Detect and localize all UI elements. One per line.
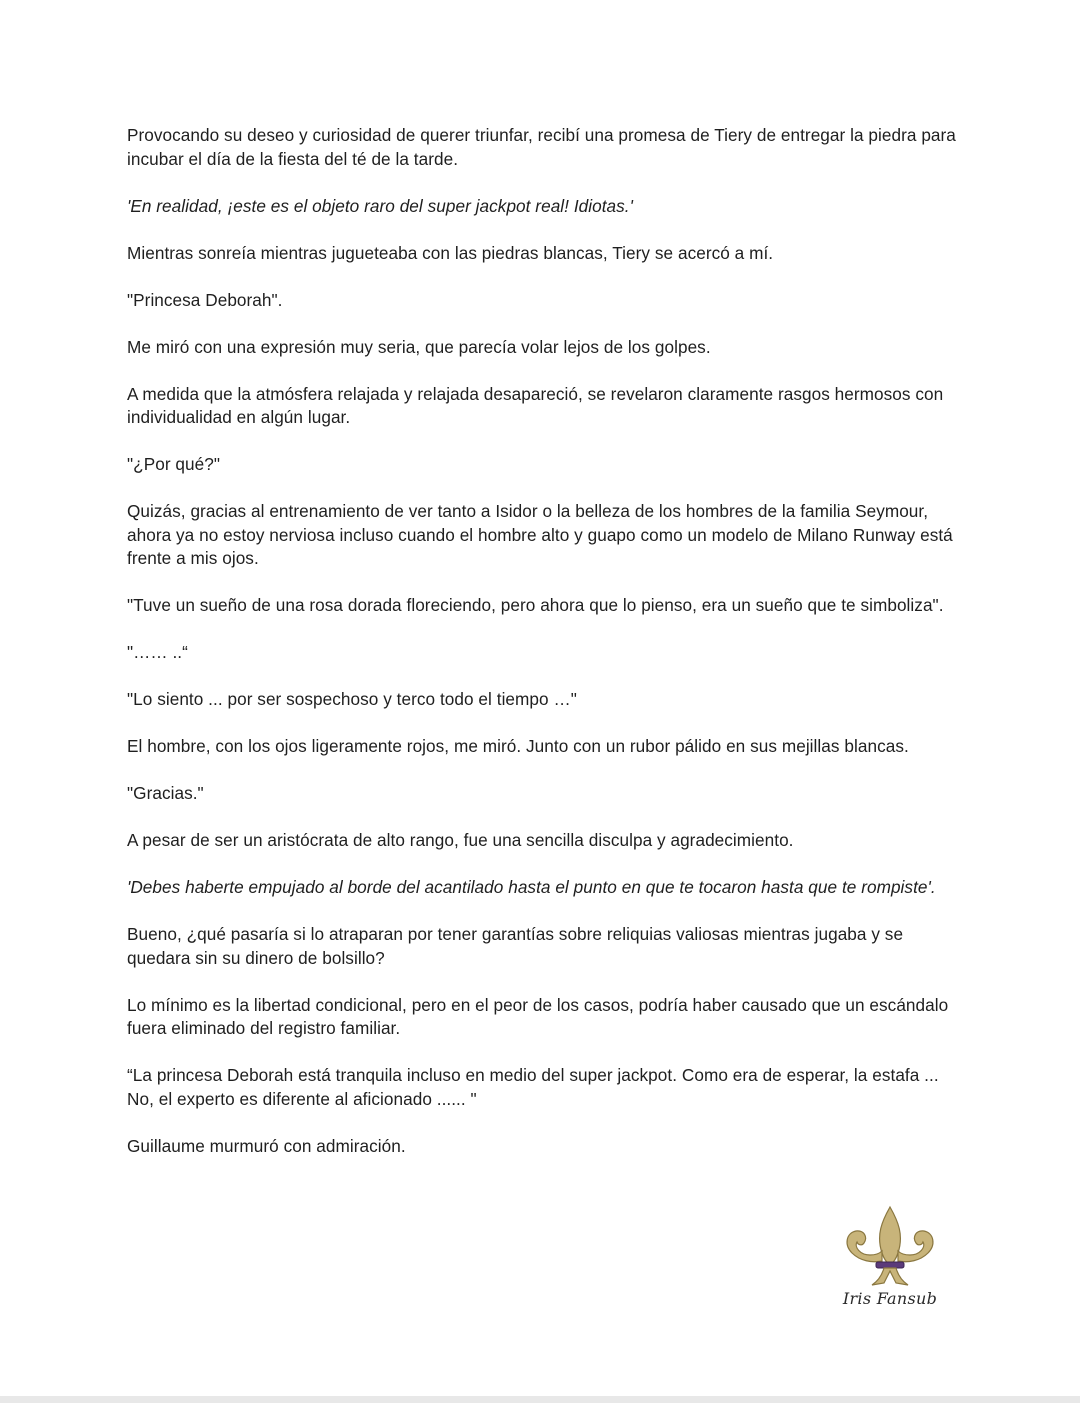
paragraph-italic: 'Debes haberte empujado al borde del acantilado hasta el punto en que te tocaron hasta que te rompiste'. [127,877,936,897]
paragraph: "Princesa Deborah". [127,289,283,310]
paragraph: Mientras sonreía mientras jugueteaba con las piedras blancas, Tiery se acercó a mí. [127,242,774,263]
paragraph: “La princesa Deborah está tranquila incluso en medio del super jackpot. Como era de esperar, la estafa ... No, el experto es diferente al aficionado ...... " [127,1065,939,1109]
paragraph: "Tuve un sueño de una rosa dorada floreciendo, pero ahora que lo pienso, era un sueño que te simboliza". [127,595,944,615]
paragraph: A medida que la atmósfera relajada y relajada desapareció, se revelaron claramente rasgos hermosos con individualidad en algún lugar. [127,383,944,427]
paragraph: "Gracias." [127,783,204,803]
paragraph: A pesar de ser un aristócrata de alto rango, fue una sencilla disculpa y agradecimiento. [127,830,794,850]
watermark-logo [838,1205,942,1315]
paragraph: Provocando su deseo y curiosidad de querer triunfar, recibí una promesa de Tiery de entregar la piedra para incubar el día de la fiesta del té de la tarde. [127,125,956,169]
paragraph: El hombre, con los ojos ligeramente rojos, me miró. Junto con un rubor pálido en sus mejillas blancas. [127,736,909,756]
paragraph: Quizás, gracias al entrenamiento de ver tanto a Isidor o la belleza de los hombres de la familia Seymour, ahora ya no estoy nerviosa incluso cuando el hombre alto y guapo como un modelo de Milano Runway está frente a mis ojos. [127,501,953,568]
paragraph: "Lo siento ... por ser sospechoso y terco todo el tiempo …" [127,689,577,709]
paragraph: Lo mínimo es la libertad condicional, pero en el peor de los casos, podría haber causado que un escándalo fuera eliminado del registro familiar. [127,994,949,1038]
paragraph: Me miró con una expresión muy seria, que parecía volar lejos de los golpes. [127,336,711,357]
paragraph: Bueno, ¿qué pasaría si lo atraparan por tener garantías sobre reliquias valiosas mientras jugaba y se quedara sin su dinero de bolsillo? [127,924,904,968]
paragraph-italic: 'En realidad, ¡este es el objeto raro del super jackpot real! Idiotas.' [127,195,633,216]
document-body [127,124,967,1182]
bottom-scrollbar-track [0,1396,1080,1403]
paragraph: "…… ..“ [127,642,188,662]
paragraph: "¿Por qué?" [127,454,221,474]
watermark-label: Iris Fansub [842,1289,938,1308]
fleur-de-lis-icon [838,1205,942,1289]
paragraph: Guillaume murmuró con admiración. [127,1135,406,1156]
